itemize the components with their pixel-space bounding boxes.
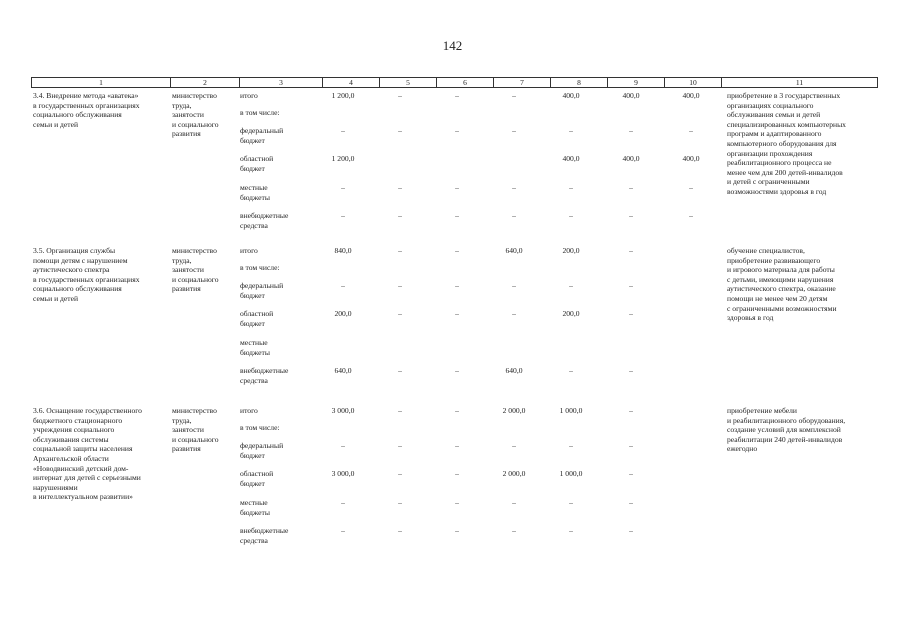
expected-result-line: с ограниченными возможностями (727, 303, 837, 313)
funding-value-cell: 1 200,0 (331, 91, 355, 100)
funding-value-cell: – (629, 246, 633, 255)
measure-name-line: аутистического спектра (33, 265, 110, 275)
funding-source-label: внебюджетные (240, 211, 289, 220)
funding-source-label: федеральный (240, 441, 284, 450)
funding-value-cell: – (455, 211, 459, 220)
funding-source-label: бюджет (240, 290, 265, 300)
measure-name-line: помощи детям с нарушением (33, 255, 128, 265)
expected-result-line: менее чем для 200 детей-инвалидов (727, 167, 843, 177)
funding-value-cell: – (629, 366, 633, 375)
executor-line: министерство (172, 406, 217, 415)
funding-value-cell: – (689, 211, 693, 220)
funding-source-label: бюджет (240, 450, 265, 460)
column-header: 5 (380, 78, 437, 88)
expected-result-line: и детей с ограниченными (727, 177, 810, 187)
funding-value-cell: – (512, 498, 516, 507)
funding-value-cell: 400,0 (622, 91, 640, 100)
column-header: 9 (608, 78, 665, 88)
funding-value-cell: – (341, 526, 345, 535)
executor-line: и социального (172, 119, 219, 129)
expected-result-line: возможностями здоровья в год (727, 187, 827, 196)
executor-line: развития (172, 444, 201, 454)
funding-source-label: областной (240, 154, 274, 163)
column-header: 4 (323, 78, 380, 88)
expected-result-line: ежегодно (727, 444, 758, 454)
funding-value-cell: 1 000,0 (559, 406, 583, 415)
measure-name-line: 3.5. Организация службы (33, 246, 116, 255)
funding-value-cell: 400,0 (562, 154, 580, 163)
funding-value-cell: 1 200,0 (331, 154, 355, 163)
funding-source-label: бюджеты (240, 507, 270, 517)
funding-source-label: в том числе: (240, 423, 280, 432)
funding-value-cell: – (569, 281, 573, 290)
funding-value-cell: – (512, 441, 516, 450)
expected-result-line: с детьми, имеющими нарушения (727, 274, 834, 284)
funding-value-cell: – (455, 126, 459, 135)
funding-source-label: средства (240, 220, 268, 230)
funding-source-label: итого (240, 246, 258, 255)
funding-source-label: местные (240, 183, 268, 192)
funding-value-cell: – (629, 211, 633, 220)
funding-value-cell: – (512, 526, 516, 535)
measure-name-line: семьи и детей (33, 119, 79, 129)
column-header-row (32, 78, 878, 88)
funding-value-cell: – (341, 183, 345, 192)
funding-value-cell: – (569, 526, 573, 535)
funding-source-label: средства (240, 375, 268, 385)
funding-value-cell: 640,0 (505, 366, 523, 375)
expected-result-line: организациях социального (727, 100, 814, 110)
funding-value-cell: 400,0 (682, 154, 700, 163)
funding-value-cell: – (629, 309, 633, 318)
funding-source-label: федеральный (240, 281, 284, 290)
funding-value-cell: – (455, 246, 459, 255)
expected-result-line: организации прохождения (727, 148, 813, 158)
expected-result-line: компьютерного оборудования для (727, 139, 837, 148)
measure-name-line: интернат для детей с серьезными (33, 473, 141, 483)
funding-value-cell: – (689, 183, 693, 192)
funding-value-cell: 3 000,0 (331, 406, 355, 415)
funding-value-cell: – (629, 183, 633, 192)
funding-value-cell: – (629, 498, 633, 507)
funding-value-cell: 400,0 (682, 91, 700, 100)
funding-value-cell: – (569, 183, 573, 192)
funding-value-cell: – (569, 126, 573, 135)
funding-value-cell: – (398, 309, 402, 318)
funding-source-label: областной (240, 309, 274, 318)
funding-source-label: местные (240, 338, 268, 347)
funding-value-cell: – (398, 441, 402, 450)
funding-value-cell: – (341, 498, 345, 507)
funding-value-cell: – (341, 126, 345, 135)
expected-result-line: приобретение в 3 государственных (727, 91, 841, 100)
funding-value-cell: – (398, 281, 402, 290)
funding-value-cell: 2 000,0 (502, 406, 526, 415)
executor-line: труда, (172, 255, 192, 265)
funding-value-cell: 200,0 (562, 309, 580, 318)
funding-value-cell: – (398, 211, 402, 220)
funding-value-cell: – (689, 126, 693, 135)
funding-value-cell: – (455, 309, 459, 318)
column-header: 6 (437, 78, 494, 88)
measure-name-line: в государственных организациях (33, 274, 140, 284)
expected-result-line: помощи не менее чем 20 детям (727, 294, 828, 303)
funding-value-cell: – (398, 91, 402, 100)
expected-result-line: и реабилитационного оборудования, (727, 415, 846, 425)
funding-value-cell: – (569, 441, 573, 450)
expected-result-line: специализированных компьютерных (727, 119, 846, 129)
funding-source-label: бюджет (240, 318, 265, 328)
funding-value-cell: 200,0 (562, 246, 580, 255)
funding-value-cell: – (512, 281, 516, 290)
funding-value-cell: – (455, 366, 459, 375)
funding-value-cell: – (512, 183, 516, 192)
expected-result-line: здоровья в год (727, 313, 774, 323)
funding-value-cell: – (629, 469, 633, 478)
funding-value-cell: – (341, 281, 345, 290)
funding-value-cell: – (455, 406, 459, 415)
column-header: 8 (551, 78, 608, 88)
column-header: 1 (32, 78, 171, 88)
funding-value-cell: 3 000,0 (331, 469, 355, 478)
funding-value-cell: – (455, 526, 459, 535)
funding-value-cell: – (455, 441, 459, 450)
funding-source-label: федеральный (240, 126, 284, 135)
funding-source-label: бюджет (240, 478, 265, 488)
column-header-table (31, 77, 878, 88)
funding-value-cell: – (512, 309, 516, 318)
funding-value-cell: – (512, 91, 516, 100)
funding-value-cell: – (569, 366, 573, 375)
funding-value-cell: – (512, 211, 516, 220)
funding-value-cell: – (569, 498, 573, 507)
funding-source-label: средства (240, 535, 268, 545)
funding-value-cell: 400,0 (622, 154, 640, 163)
funding-value-cell: – (398, 183, 402, 192)
measure-name-line: нарушениями (33, 482, 78, 492)
measure-name-line: Архангельской области (33, 454, 109, 463)
funding-source-label: местные (240, 498, 268, 507)
funding-source-label: в том числе: (240, 263, 280, 272)
funding-value-cell: 200,0 (334, 309, 352, 318)
funding-source-label: итого (240, 406, 258, 415)
executor-line: и социального (172, 434, 219, 444)
funding-value-cell: – (455, 498, 459, 507)
executor-line: занятости (172, 265, 204, 275)
executor-line: труда, (172, 100, 192, 110)
measure-name-line: учреждения социального (33, 425, 115, 435)
page-number: 142 (442, 38, 463, 53)
expected-result-line: реабилитационного процесса не (727, 158, 832, 168)
expected-result-line: обучение специалистов, (727, 246, 805, 255)
expected-result-line: приобретение мебели (727, 406, 798, 415)
funding-value-cell: – (455, 469, 459, 478)
expected-result-line: и игрового материала для работы (727, 265, 835, 275)
funding-value-cell: – (455, 91, 459, 100)
funding-source-label: бюджеты (240, 347, 270, 357)
funding-source-label: внебюджетные (240, 526, 289, 535)
funding-value-cell: – (398, 406, 402, 415)
funding-source-label: бюджет (240, 135, 265, 145)
measure-name-line: в интеллектуальном развитии» (33, 492, 133, 502)
executor-line: труда, (172, 415, 192, 425)
measure-name-line: семьи и детей (33, 294, 79, 303)
funding-value-cell: 640,0 (334, 366, 352, 375)
funding-value-cell: – (629, 526, 633, 535)
funding-value-cell: – (455, 281, 459, 290)
measure-name-line: 3.4. Внедрение метода «аватека» (33, 91, 139, 100)
expected-result-line: программ и адаптированного (727, 129, 822, 139)
measure-name-line: социальной защиты населения (33, 444, 133, 454)
executor-line: и социального (172, 274, 219, 284)
column-header: 3 (240, 78, 323, 88)
column-header: 10 (665, 78, 722, 88)
funding-value-cell: – (341, 211, 345, 220)
funding-value-cell: – (398, 498, 402, 507)
executor-line: развития (172, 129, 201, 139)
executor-line: занятости (172, 425, 204, 435)
expected-result-line: аутистического спектра, оказание (727, 284, 836, 294)
funding-source-label: итого (240, 91, 258, 100)
column-header: 11 (722, 78, 878, 88)
measure-name-line: в государственных организациях (33, 100, 140, 110)
funding-value-cell: 840,0 (334, 246, 352, 255)
funding-value-cell: 1 000,0 (559, 469, 583, 478)
funding-value-cell: – (398, 246, 402, 255)
funding-value-cell: – (629, 441, 633, 450)
measure-name-line: 3.6. Оснащение государственного (33, 406, 142, 415)
expected-result-line: реабилитации 240 детей-инвалидов (727, 434, 843, 444)
funding-value-cell: 640,0 (505, 246, 523, 255)
funding-source-label: внебюджетные (240, 366, 289, 375)
executor-line: министерство (172, 91, 217, 100)
measure-name-line: социального обслуживания (33, 110, 122, 120)
measure-name-line: социального обслуживания (33, 284, 122, 294)
funding-source-label: областной (240, 469, 274, 478)
funding-value-cell: – (512, 126, 516, 135)
funding-value-cell: – (398, 366, 402, 375)
measure-name-line: бюджетного стационарного (33, 415, 123, 425)
column-header: 2 (171, 78, 240, 88)
funding-value-cell: – (455, 183, 459, 192)
funding-value-cell: 400,0 (562, 91, 580, 100)
expected-result-line: приобретение развивающего (727, 255, 821, 265)
funding-source-label: бюджеты (240, 192, 270, 202)
funding-value-cell: – (569, 211, 573, 220)
funding-value-cell: – (629, 126, 633, 135)
funding-value-cell: – (629, 406, 633, 415)
funding-value-cell: – (398, 126, 402, 135)
column-header: 7 (494, 78, 551, 88)
funding-source-label: в том числе: (240, 108, 280, 117)
expected-result-line: обслуживания семьи и детей (727, 110, 821, 120)
funding-value-cell: – (398, 526, 402, 535)
funding-source-label: бюджет (240, 163, 265, 173)
executor-line: министерство (172, 246, 217, 255)
funding-value-cell: 2 000,0 (502, 469, 526, 478)
expected-result-line: создание условий для комплексной (727, 425, 841, 435)
executor-line: занятости (172, 110, 204, 120)
funding-value-cell: – (341, 441, 345, 450)
funding-value-cell: – (398, 469, 402, 478)
measure-name-line: «Новодвинский детский дом- (33, 463, 129, 473)
executor-line: развития (172, 284, 201, 294)
funding-value-cell: – (629, 281, 633, 290)
measure-name-line: обслуживания системы (33, 434, 109, 444)
